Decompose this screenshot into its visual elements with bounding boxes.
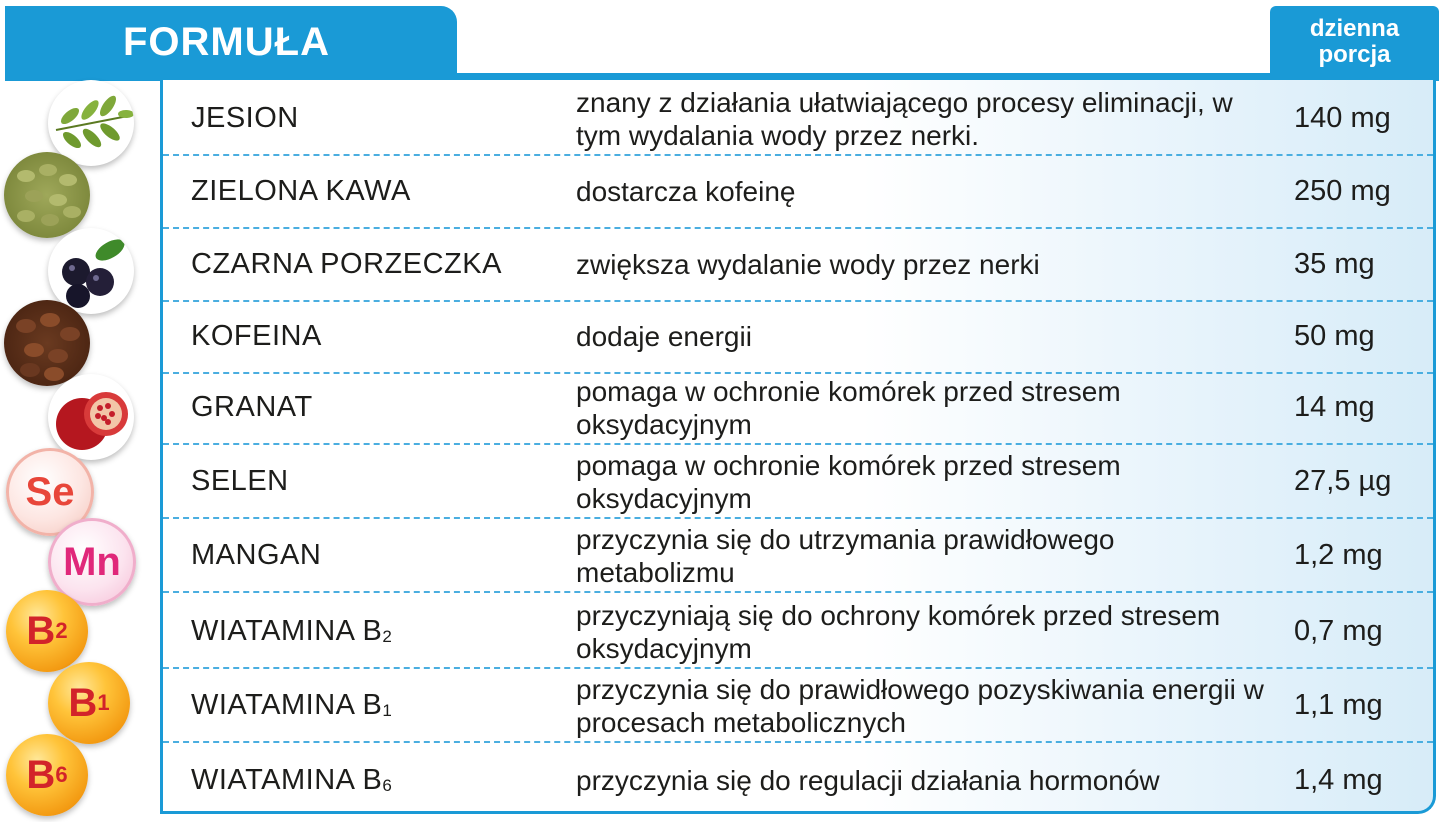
- ingredient-name: JESION: [191, 102, 299, 134]
- ingredient-dose: 0,7 mg: [1294, 615, 1383, 647]
- table-row: [163, 596, 1433, 669]
- table-row: [163, 744, 1433, 817]
- table-row: [163, 372, 1433, 445]
- table-row: [163, 229, 1433, 302]
- blackcurrant-icon: [48, 228, 134, 314]
- table-row: [163, 520, 1433, 593]
- ingredient-dose: 1,4 mg: [1294, 764, 1383, 796]
- vitamin-b2-icon: B 2: [6, 590, 88, 672]
- ash-leaf-icon: [48, 80, 134, 166]
- table-row: [163, 156, 1433, 229]
- dose-header-line1: dzienna: [1309, 15, 1400, 42]
- ingredient-description: pomaga w ochronie komórek przed stresem oksydacyjnym: [576, 449, 1121, 514]
- ingredient-name: GRANAT: [191, 391, 313, 423]
- ingredient-description: dodaje energii: [576, 321, 752, 352]
- page-title: FORMUŁA: [123, 19, 330, 64]
- ingredient-name: WIATAMINA $B_2$: [191, 615, 393, 647]
- ingredient-description: zwiększa wydalanie wody przez nerki: [576, 249, 1040, 280]
- ingredient-description: przyczynia się do utrzymania prawidłowego metabolizmu: [576, 523, 1115, 588]
- ingredient-name: MANGAN: [191, 539, 322, 571]
- ingredient-dose: 14 mg: [1294, 391, 1375, 423]
- ingredient-name: SELEN: [191, 465, 289, 497]
- dose-header-line2: porcja: [1318, 41, 1391, 68]
- vitamin-b6-icon: B 6: [6, 734, 88, 816]
- ingredient-description: przyczyniają się do ochrony komórek przed stresem oksydacyjnym: [576, 599, 1221, 664]
- green-coffee-beans-icon: [4, 152, 90, 238]
- ingredient-name: WIATAMINA $B_1$: [191, 689, 393, 721]
- selenium-icon: Se: [6, 448, 94, 536]
- ingredient-description: pomaga w ochronie komórek przed stresem oksydacyjnym: [576, 375, 1121, 440]
- table-row: [163, 446, 1433, 519]
- pomegranate-icon: [48, 374, 134, 460]
- ingredient-name: CZARNA PORZECZKA: [191, 248, 502, 280]
- roasted-coffee-beans-icon: [4, 300, 90, 386]
- table-row: [163, 83, 1433, 156]
- vitamin-b1-icon: B 1: [48, 662, 130, 744]
- formula-header-tab: [5, 6, 457, 78]
- ingredient-name: KOFEINA: [191, 320, 322, 352]
- dose-column-header: [1270, 6, 1439, 78]
- ingredient-description: znany z działania ułatwiającego procesy eliminacji, w tym wydalania wody przez nerki.: [576, 86, 1233, 151]
- ingredient-description: dostarcza kofeinę: [576, 176, 796, 207]
- ingredient-dose: 35 mg: [1294, 248, 1375, 280]
- ingredient-name: ZIELONA KAWA: [191, 175, 411, 207]
- ingredient-dose: 50 mg: [1294, 320, 1375, 352]
- ingredient-dose: 1,2 mg: [1294, 539, 1383, 571]
- ingredient-name: WIATAMINA $B_6$: [191, 764, 393, 796]
- table-row: [163, 301, 1433, 374]
- table-row: [163, 670, 1433, 743]
- ingredient-dose: 1,1 mg: [1294, 689, 1383, 721]
- ingredient-dose: 250 mg: [1294, 175, 1391, 207]
- ingredient-description: przyczynia się do prawidłowego pozyskiwania energii w procesach metabolicznych: [576, 673, 1264, 738]
- ingredient-description: przyczynia się do regulacji działania hormonów: [576, 765, 1160, 796]
- ingredient-dose: 140 mg: [1294, 102, 1391, 134]
- manganese-icon: Mn: [48, 518, 136, 606]
- ingredient-dose: 27,5 µg: [1294, 465, 1392, 497]
